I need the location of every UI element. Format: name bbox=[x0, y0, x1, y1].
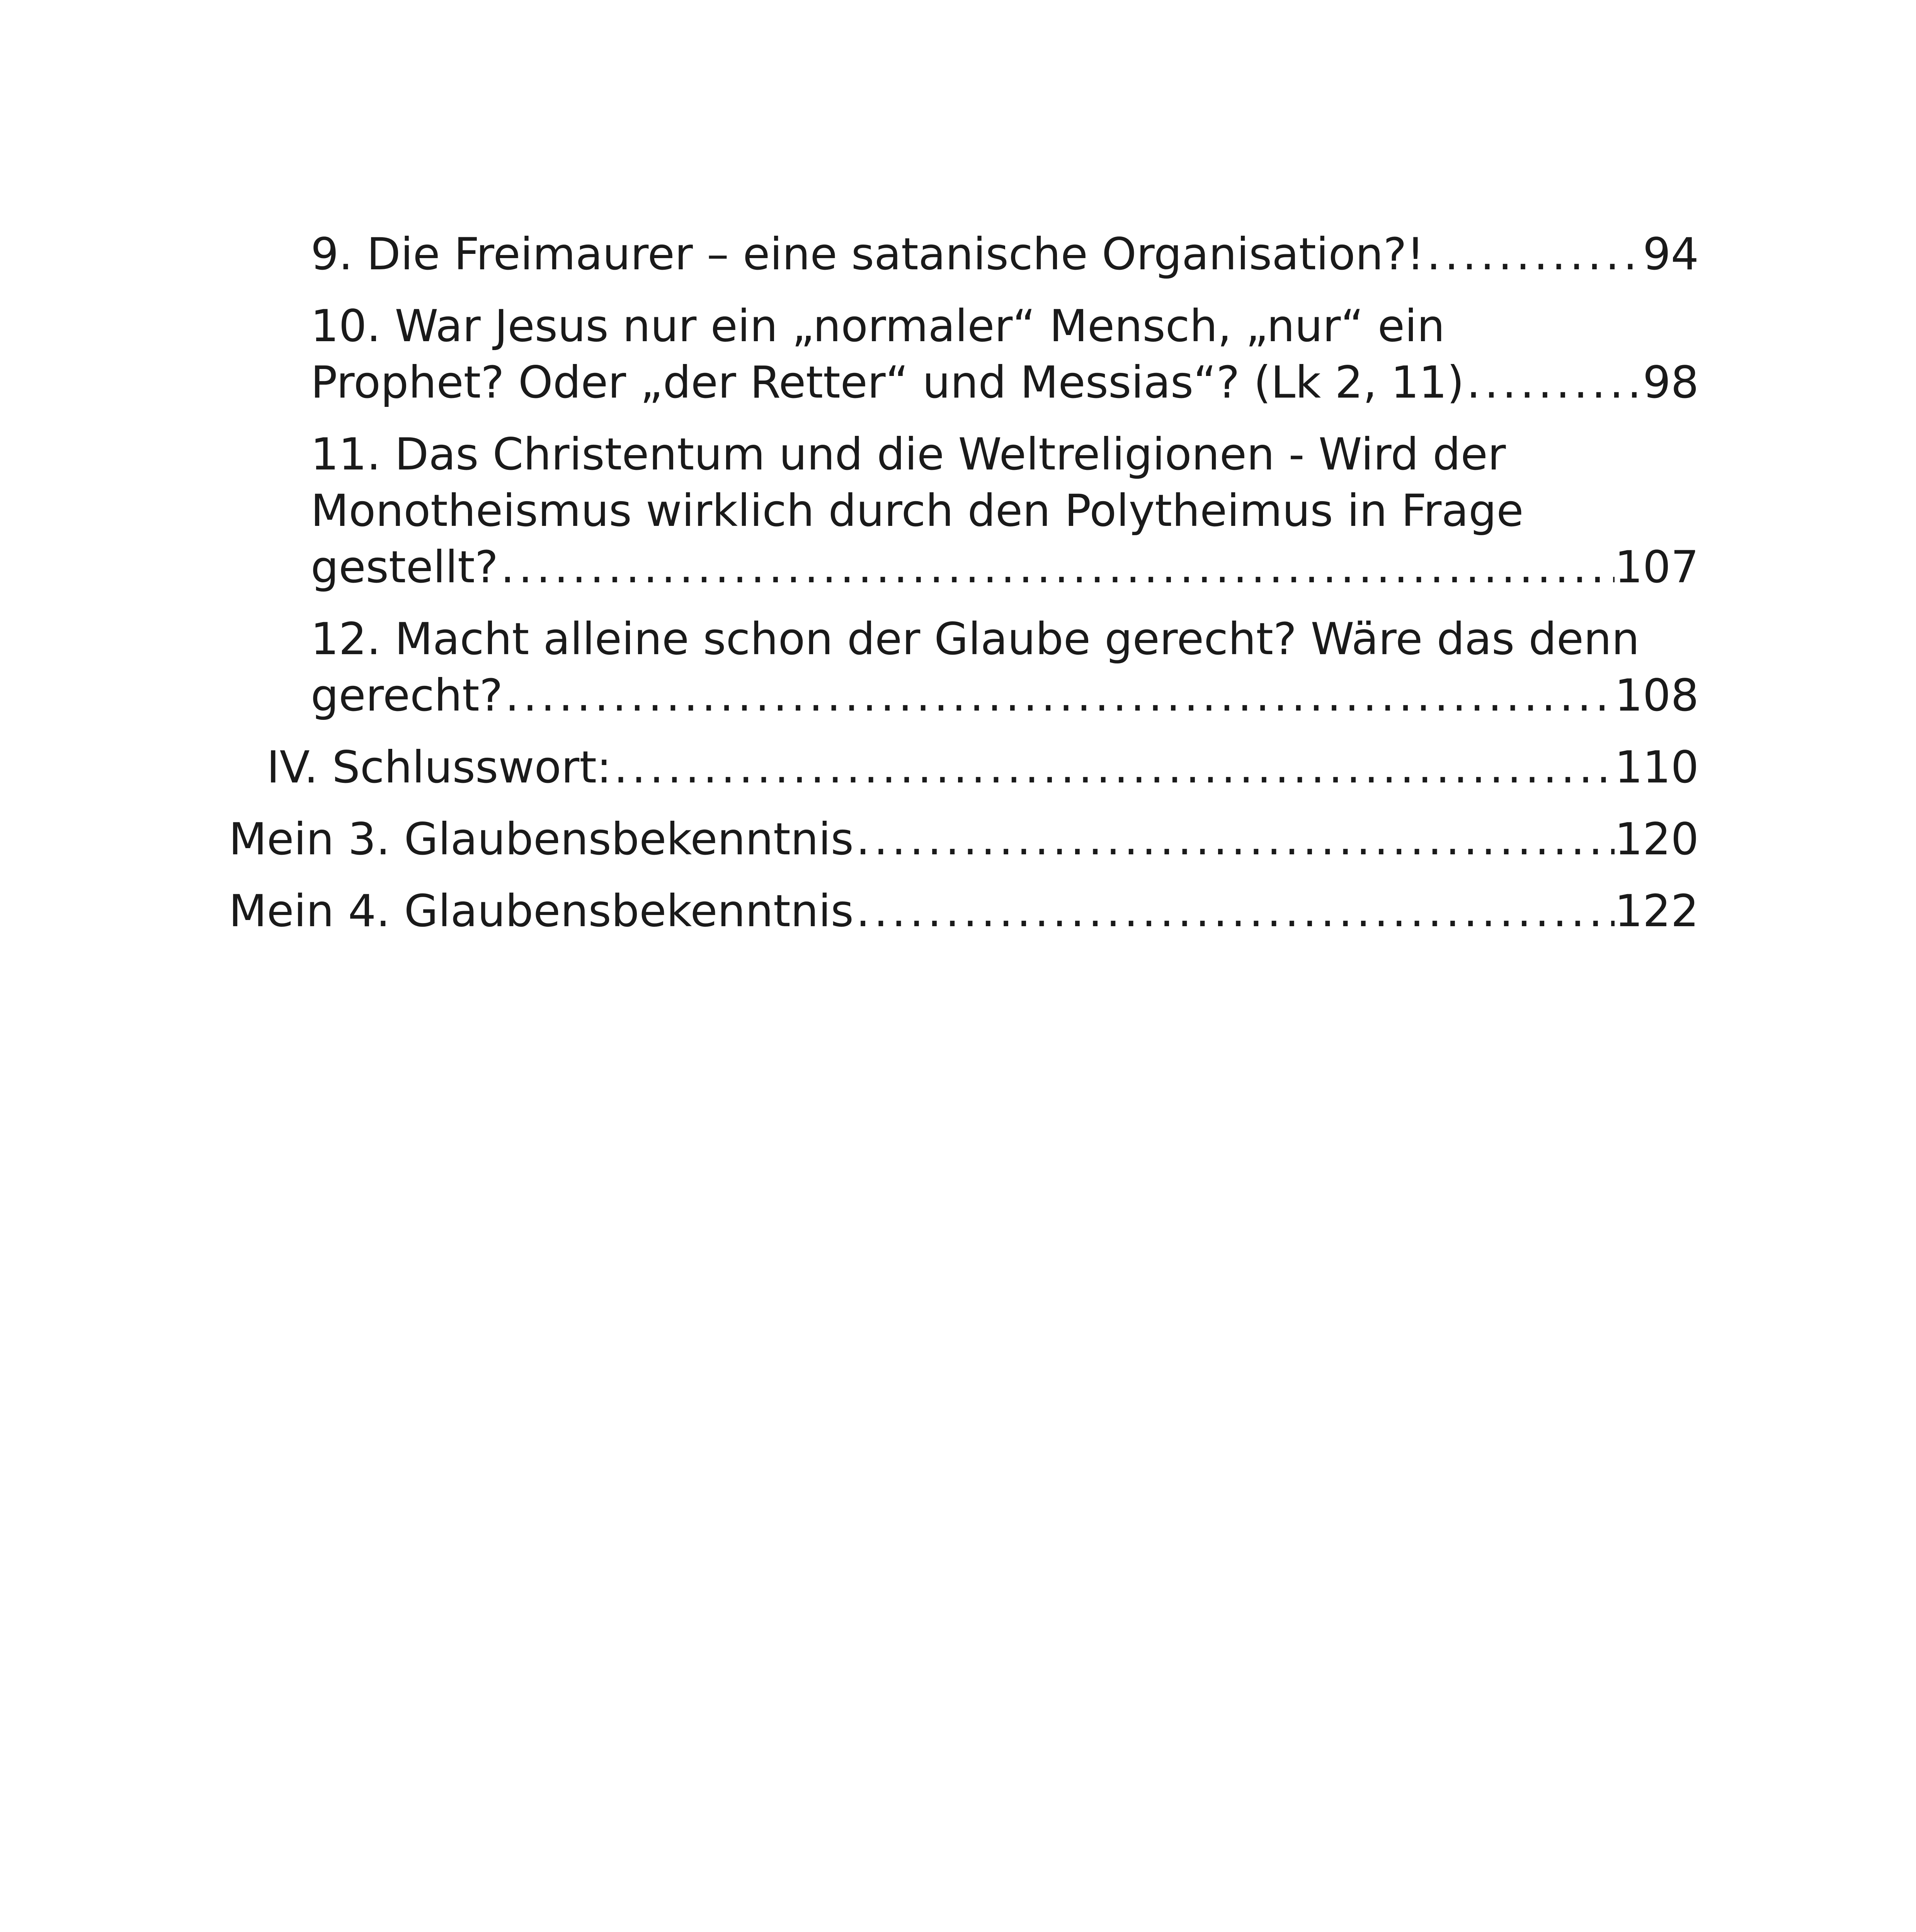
dot-leader bbox=[854, 883, 1615, 939]
toc-entry-line bbox=[229, 811, 1699, 867]
toc-entry-page: 110 bbox=[1615, 742, 1699, 793]
toc-entry-page: 94 bbox=[1642, 228, 1699, 280]
toc-entry-line bbox=[311, 667, 1699, 724]
toc-entry-title: Mein 3. Glaubensbekenntnis bbox=[229, 813, 854, 865]
dot-leader bbox=[503, 667, 1615, 724]
dot-leader bbox=[1424, 226, 1643, 282]
toc-entry-line bbox=[311, 354, 1699, 411]
toc-entry-line bbox=[311, 226, 1699, 282]
toc-entry-title: 9. Die Freimaurer – eine satanische Organisation?! bbox=[311, 228, 1424, 280]
toc-entry-glaube[interactable] bbox=[311, 611, 1699, 724]
toc-entry-page: 122 bbox=[1615, 885, 1699, 937]
toc-entry-glaubensbekenntnis-4[interactable] bbox=[229, 883, 1699, 939]
toc-entry-line bbox=[229, 883, 1699, 939]
dot-leader bbox=[854, 811, 1615, 867]
toc-entry-title-line: 12. Macht alleine schon der Glaube gerecht? Wäre das denn bbox=[311, 613, 1640, 665]
dot-leader bbox=[611, 739, 1615, 796]
toc-entry-freimaurer[interactable] bbox=[311, 226, 1699, 282]
toc-entry-title: gestellt? bbox=[311, 541, 499, 593]
toc-entry-page: 120 bbox=[1615, 813, 1699, 865]
toc-entry-title: Prophet? Oder „der Retter“ und Messias“? (Lk 2, 11) bbox=[311, 357, 1464, 408]
toc-entry-title: Mein 4. Glaubensbekenntnis bbox=[229, 885, 854, 937]
table-of-contents bbox=[0, 226, 1916, 955]
toc-entry-glaubensbekenntnis-3[interactable] bbox=[229, 811, 1699, 867]
dot-leader bbox=[498, 539, 1615, 595]
toc-entry-title: gerecht? bbox=[311, 670, 503, 721]
toc-entry-page: 107 bbox=[1615, 541, 1699, 593]
toc-entry-line bbox=[267, 739, 1699, 796]
toc-entry-schlusswort[interactable] bbox=[267, 739, 1699, 796]
dot-leader bbox=[1464, 354, 1643, 411]
toc-entry-title-line: 11. Das Christentum und die Weltreligionen - Wird der bbox=[311, 429, 1506, 480]
toc-entry-line bbox=[311, 539, 1699, 595]
toc-entry-christentum[interactable] bbox=[311, 426, 1699, 595]
toc-entry-title-line: Monotheismus wirklich durch den Polytheimus in Frage bbox=[311, 485, 1524, 536]
toc-entry-page: 108 bbox=[1615, 670, 1699, 721]
toc-entry-title: IV. Schlusswort: bbox=[267, 742, 612, 793]
toc-entry-title-line: 10. War Jesus nur ein „normaler“ Mensch, „nur“ ein bbox=[311, 300, 1445, 352]
toc-entry-jesus[interactable] bbox=[311, 298, 1699, 411]
toc-entry-page: 98 bbox=[1642, 357, 1699, 408]
